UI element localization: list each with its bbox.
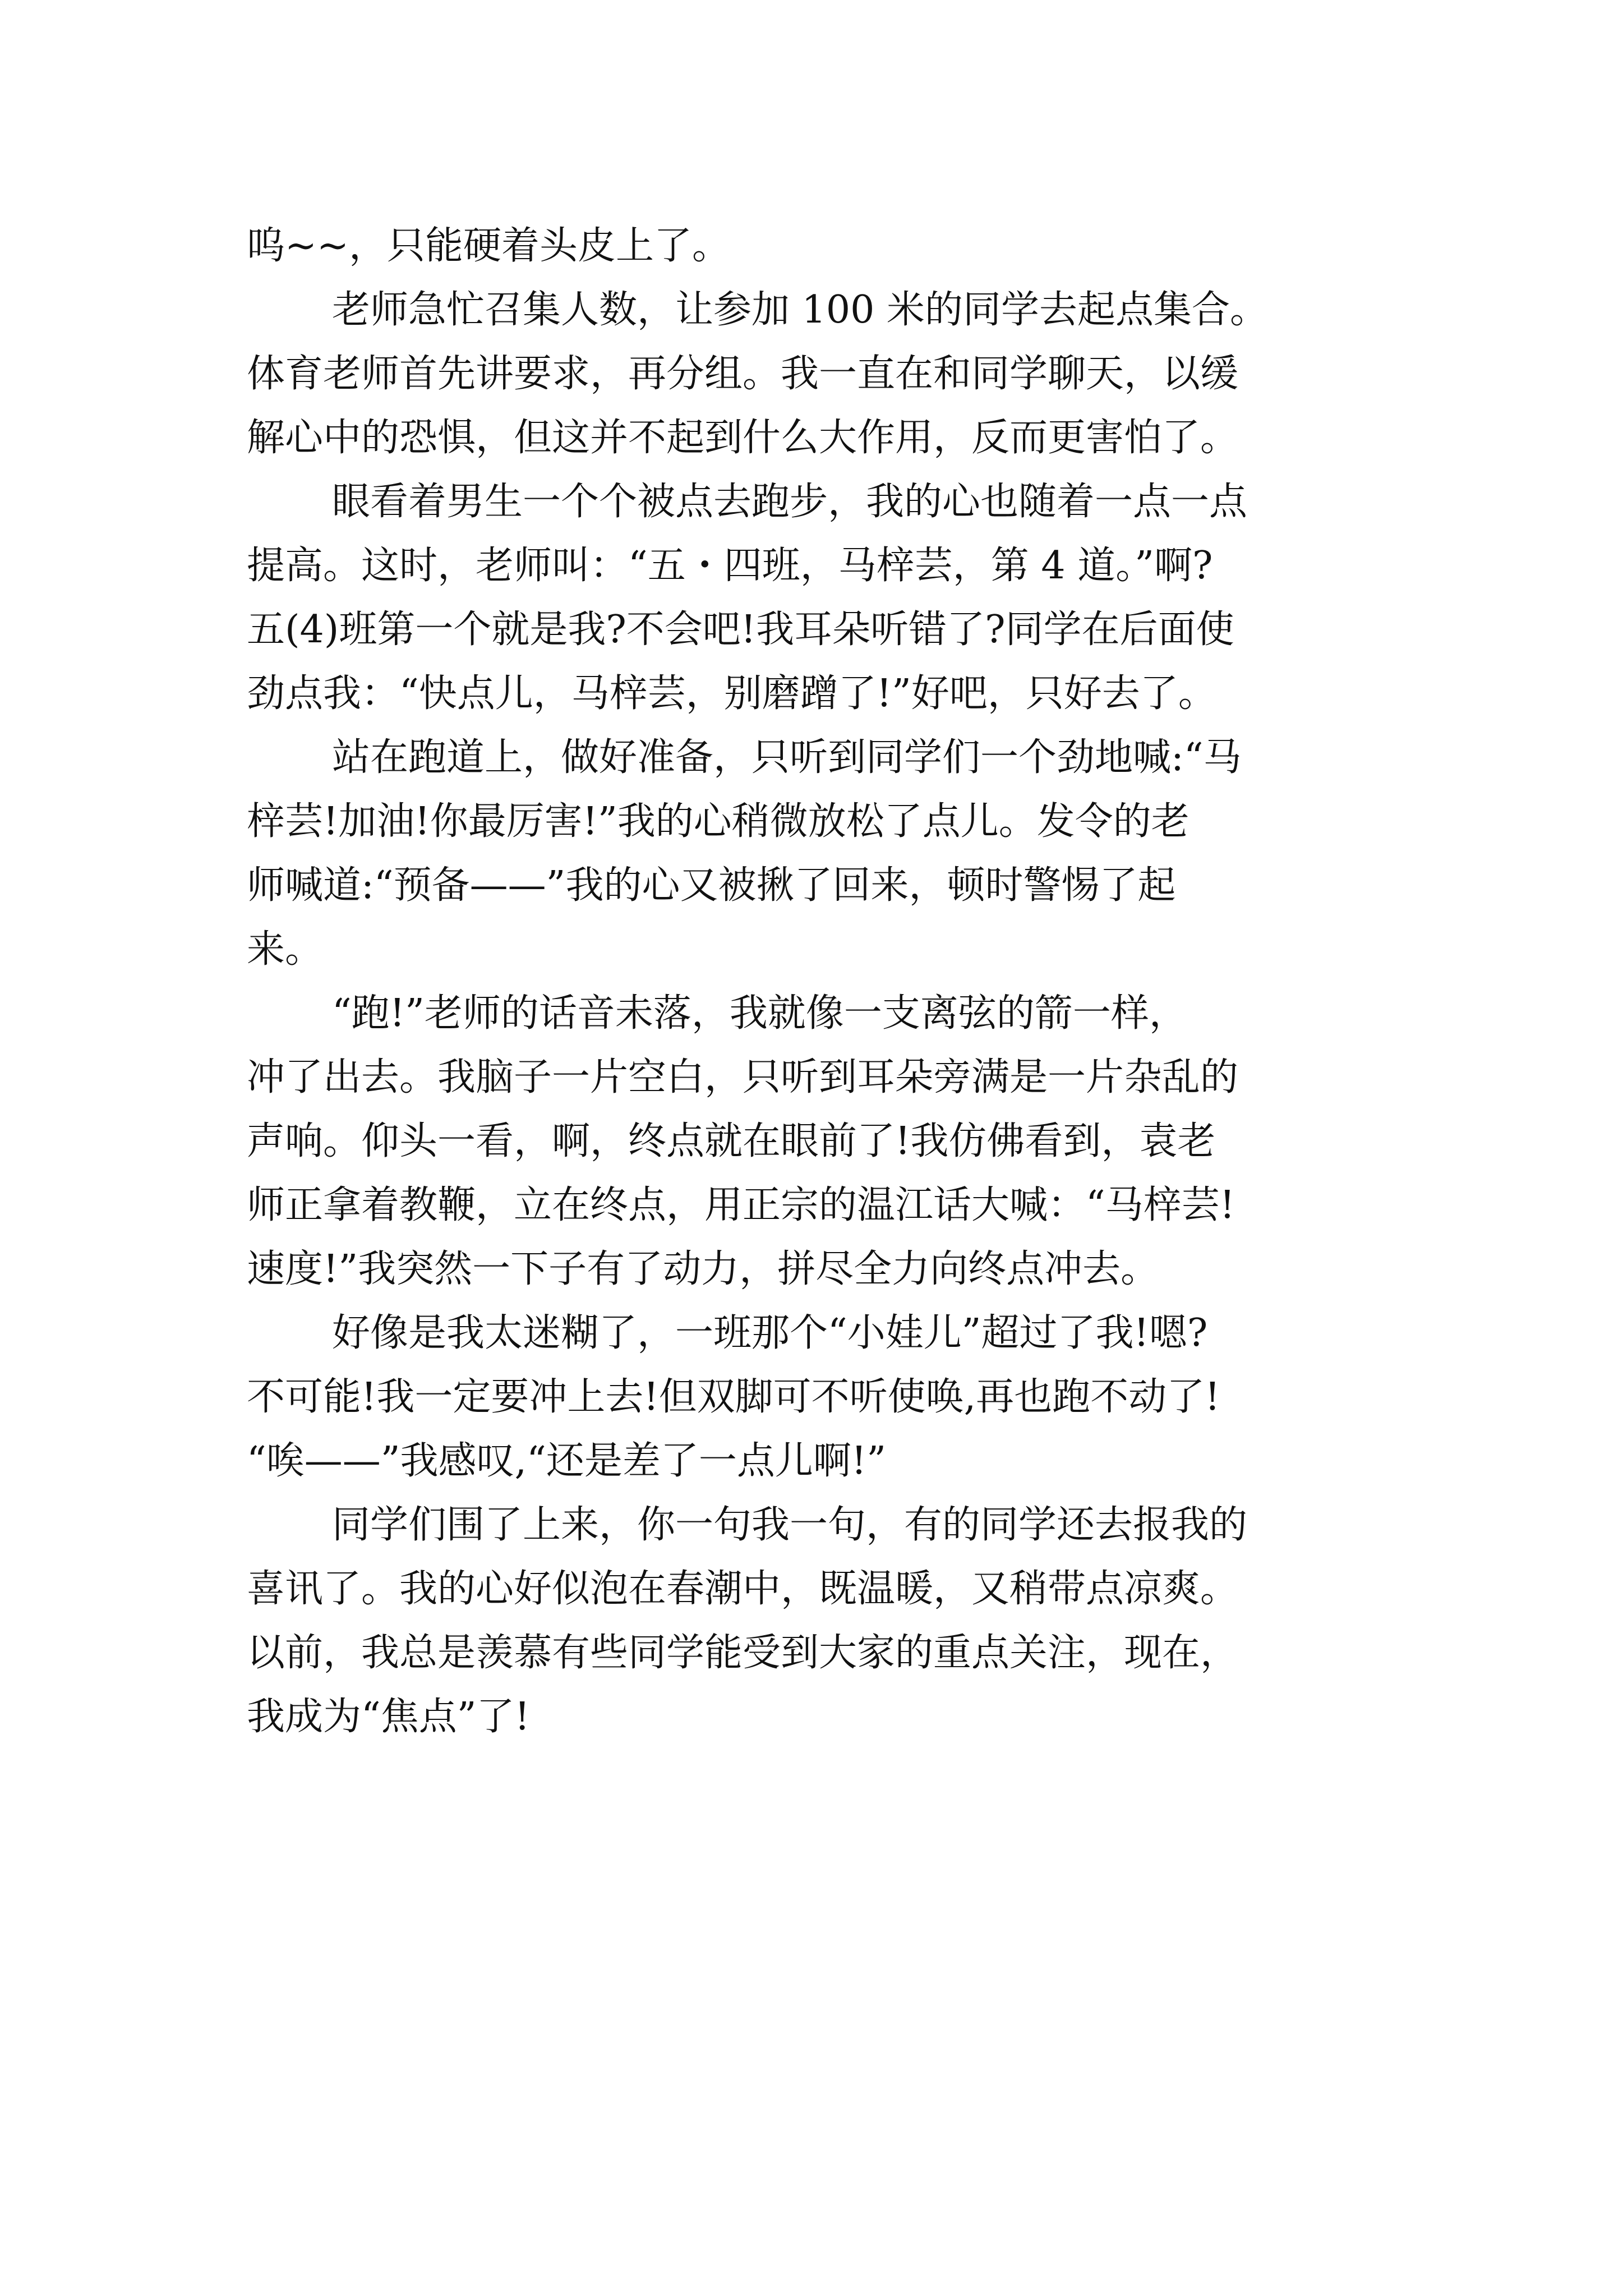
text-line: 劲点我：“快点儿，马梓芸，别磨蹭了!”好吧，只好去了。: [247, 671, 1216, 716]
essay-text: [247, 214, 1413, 1749]
text-line: 喜讯了。我的心好似泡在春潮中，既温暖，又稍带点凉爽。: [247, 1567, 1239, 1611]
text-line: 以前，我总是羡慕有些同学能受到大家的重点关注，现在，: [247, 1631, 1239, 1675]
text-line: 好像是我太迷糊了，一班那个“小娃儿”超过了我!嗯?: [332, 1311, 1208, 1355]
text-line: 不可能!我一定要冲上去!但双脚可不听使唤,再也跑不动了!: [247, 1375, 1220, 1419]
text-line: 冲了出去。我脑子一片空白，只听到耳朵旁满是一片杂乱的: [247, 1055, 1239, 1099]
text-line: 体育老师首先讲要求，再分组。我一直在和同学聊天，以缓: [247, 352, 1239, 396]
text-line: 解心中的恐惧，但这并不起到什么大作用，反而更害怕了。: [247, 416, 1239, 460]
text-line: 师正拿着教鞭，立在终点，用正宗的温江话大喊：“马梓芸!: [247, 1183, 1235, 1227]
text-line: 站在跑道上，做好准备，只听到同学们一个劲地喊:“马: [332, 735, 1242, 780]
text-line: 来。: [247, 927, 324, 972]
text-line: 提高。这时，老师叫：“五・四班，马梓芸，第 4 道。”啊?: [247, 544, 1213, 588]
text-line: “跑!”老师的话音未落，我就像一支离弦的箭一样，: [332, 991, 1187, 1036]
text-line: 同学们围了上来，你一句我一句，有的同学还去报我的: [332, 1503, 1248, 1547]
text-line: 梓芸!加油!你最厉害!”我的心稍微放松了点儿。发令的老: [247, 799, 1189, 844]
text-line: “唉——”我感叹,“还是差了一点儿啊!”: [247, 1439, 886, 1483]
text-line: 声响。仰头一看，啊，终点就在眼前了!我仿佛看到，袁老: [247, 1119, 1216, 1163]
text-line: 眼看着男生一个个被点去跑步，我的心也随着一点一点: [332, 480, 1248, 524]
text-line: 速度!”我突然一下子有了动力，拼尽全力向终点冲去。: [247, 1247, 1159, 1291]
text-line: 五(4)班第一个就是我?不会吧!我耳朵听错了?同学在后面使: [247, 608, 1234, 652]
text-line: 师喊道:“预备——”我的心又被揪了回来，顿时警惕了起: [247, 863, 1176, 908]
text-line: 老师急忙召集人数，让参加 100 米的同学去起点集合。: [332, 288, 1269, 332]
text-line: 我成为“焦点”了!: [247, 1695, 530, 1739]
text-line: 呜~~，只能硬着头皮上了。: [247, 224, 730, 268]
